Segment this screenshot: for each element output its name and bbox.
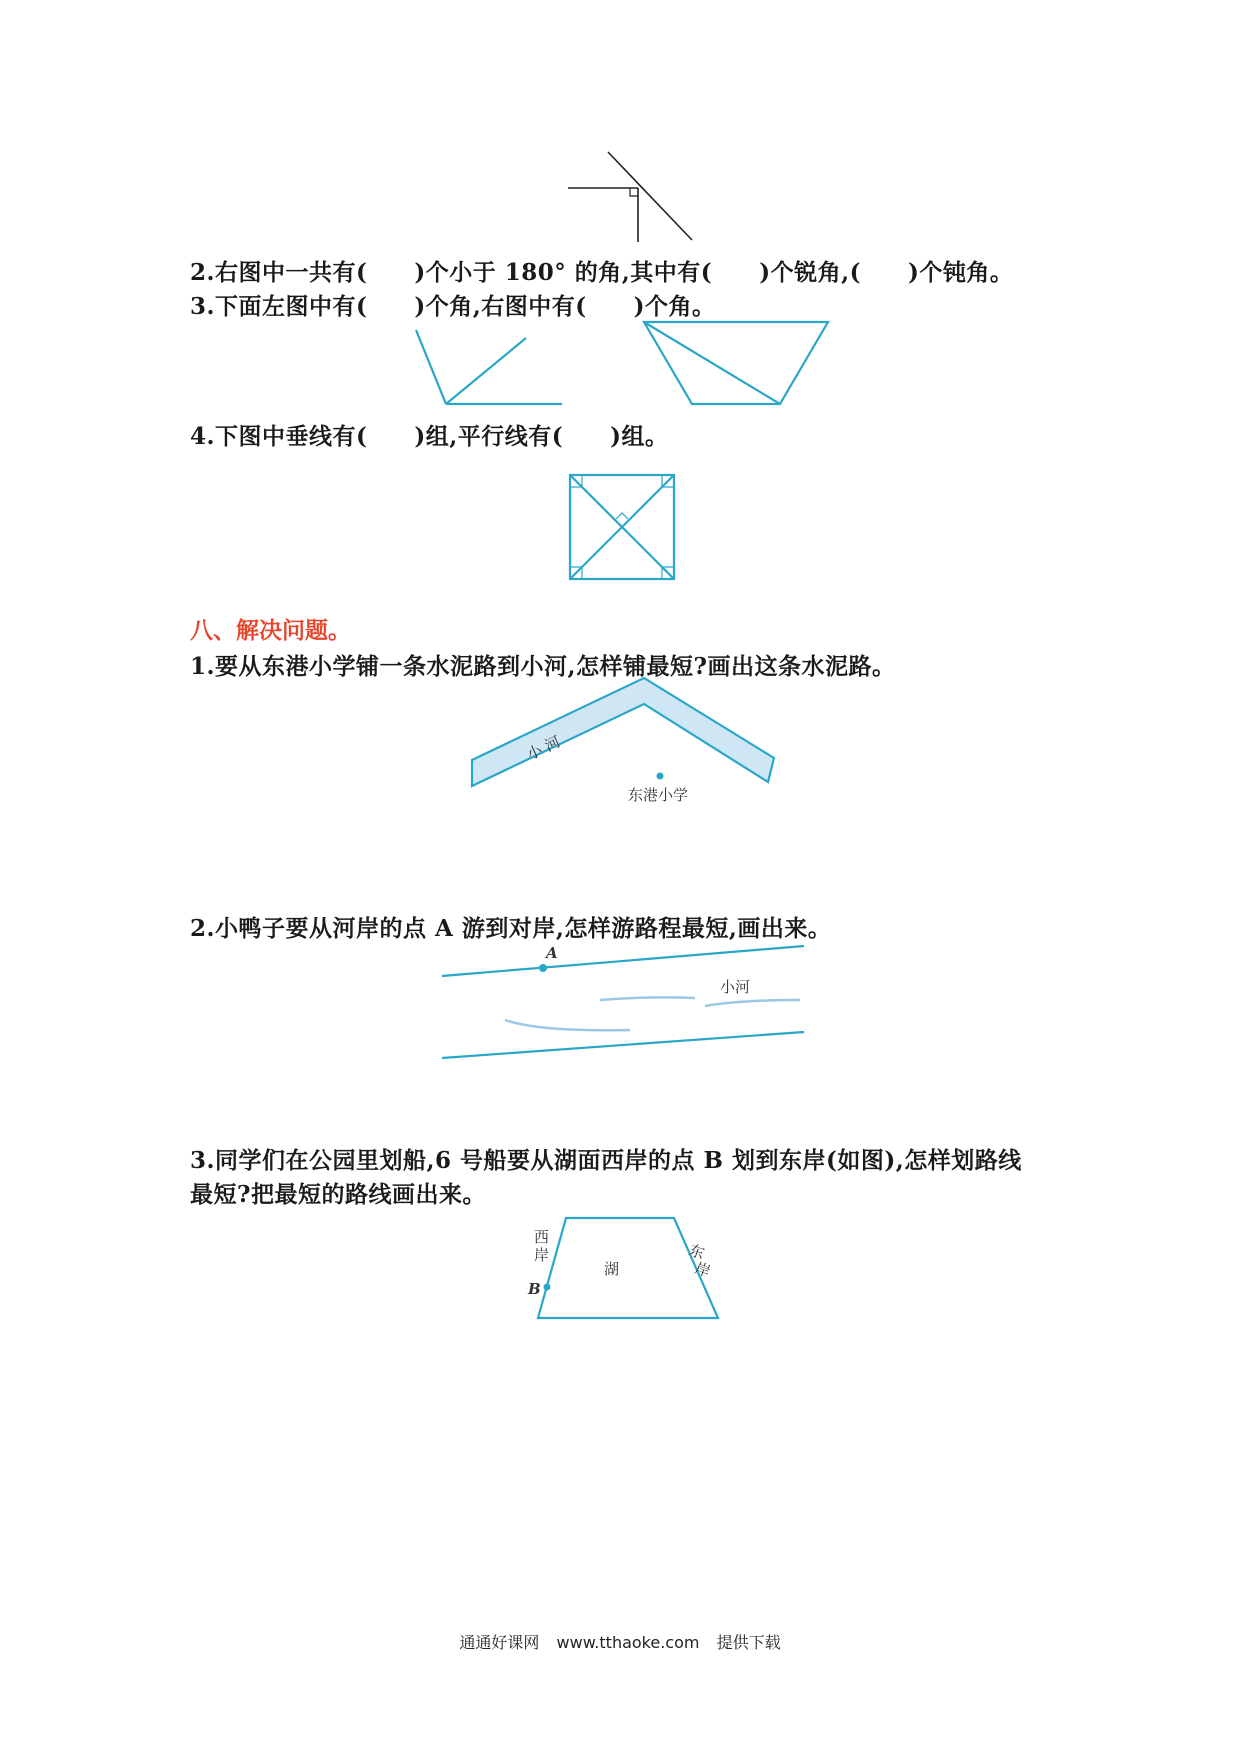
- point-b-label: B: [528, 1280, 541, 1298]
- west-bank-label-1: 西: [534, 1228, 550, 1246]
- problem-1: 1.要从东港小学铺一条水泥路到小河,怎样铺最短?画出这条水泥路。: [190, 653, 896, 680]
- problem-3-line-2: 最短?把最短的路线画出来。: [190, 1181, 486, 1208]
- question-3: 3.下面左图中有( )个角,右图中有( )个角。: [190, 293, 716, 320]
- problem-2: 2.小鸭子要从河岸的点 A 游到对岸,怎样游路程最短,画出来。: [190, 915, 832, 942]
- square-diagonals-figure: [568, 473, 678, 583]
- river-label-2: 小河: [720, 978, 751, 996]
- footer-site-name: 通通好课网: [459, 1633, 540, 1652]
- angle-figure-q2: [560, 150, 760, 245]
- river-school-figure: [460, 670, 790, 810]
- problem-3-line-1: 3.同学们在公园里划船,6 号船要从湖面西岸的点 B 划到东岸(如图),怎样划路线: [190, 1147, 1022, 1174]
- west-bank-label-2: 岸: [534, 1246, 550, 1264]
- school-label: 东港小学: [628, 786, 689, 804]
- section-8-title: 八、解决问题。: [190, 617, 351, 644]
- point-a-label: A: [546, 944, 558, 962]
- footer-url: www.tthaoke.com: [556, 1633, 700, 1652]
- east-bank-label-2: 岸: [692, 1258, 713, 1281]
- page-footer: [0, 1630, 1240, 1653]
- river-label: 小 河: [524, 732, 564, 764]
- trapezoid-figure-right: [640, 318, 840, 408]
- angles-figure-left: [410, 328, 570, 408]
- question-4: 4.下图中垂线有( )组,平行线有( )组。: [190, 423, 669, 450]
- east-bank-label-1: 东: [686, 1240, 707, 1263]
- lake-figure: [520, 1214, 740, 1334]
- river-banks-figure: [440, 940, 810, 1070]
- question-2: 2.右图中一共有( )个小于 180° 的角,其中有( )个锐角,( )个钝角。: [190, 259, 1014, 286]
- lake-label: 湖: [604, 1260, 620, 1278]
- footer-suffix: 提供下载: [716, 1633, 781, 1652]
